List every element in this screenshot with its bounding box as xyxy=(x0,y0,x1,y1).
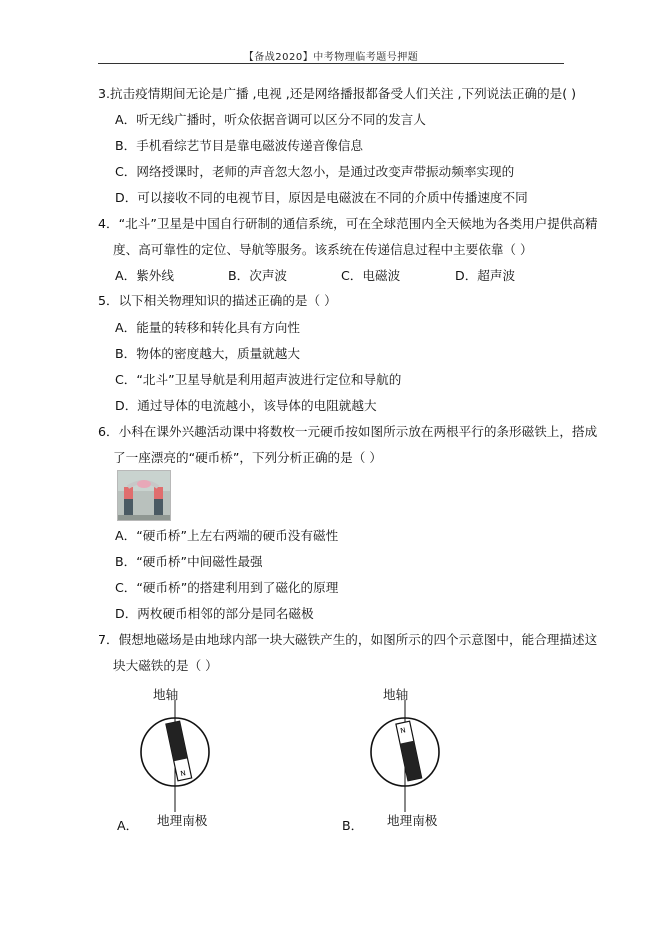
magnet-pole-letter-b: N xyxy=(399,726,407,736)
earth-magnet-diagram-a xyxy=(135,684,245,834)
geographic-south-pole-label-b: 地理南极 xyxy=(387,813,438,828)
question-4-stem-line-2: 度、高可靠性的定位、导航等服务。该系统在传递信息过程中主要依靠（ ） xyxy=(113,242,533,257)
question-4-option-b: B．次声波 xyxy=(228,268,288,283)
question-5-option-d: D．通过导体的电流越小，该导体的电阻就越大 xyxy=(115,398,377,413)
question-7-option-b-label: B． xyxy=(342,818,364,833)
question-5-stem: 5．以下相关物理知识的描述正确的是（ ） xyxy=(98,293,337,308)
earth-axis-label-a: 地轴 xyxy=(153,687,179,702)
coin-bridge-photo xyxy=(117,470,171,521)
question-3-option-a: A．听无线广播时，听众依据音调可以区分不同的发言人 xyxy=(115,112,426,127)
question-6-option-a: A．“硬币桥”上左右两端的硬币没有磁性 xyxy=(115,528,339,543)
question-3-option-d: D．可以接收不同的电视节目，原因是电磁波在不同的介质中传播速度不同 xyxy=(115,190,528,205)
question-6-stem-line-1: 6．小科在课外兴趣活动课中将数枚一元硬币按如图所示放在两根平行的条形磁铁上，搭成 xyxy=(98,424,598,439)
question-6-option-c: C．“硬币桥”的搭建利用到了磁化的原理 xyxy=(115,580,339,595)
question-3-stem: 3.抗击疫情期间无论是广播 ,电视 ,还是网络播报都备受人们关注 ,下列说法正确的是( ) xyxy=(98,86,577,101)
question-4-stem-line-1: 4．“北斗”卫星是中国自行研制的通信系统，可在全球范围内全天候地为各类用户提供高精 xyxy=(98,216,598,231)
question-4-option-c: C．电磁波 xyxy=(341,268,401,283)
earth-magnet-figure-a xyxy=(135,700,245,812)
question-5-option-c: C．“北斗”卫星导航是利用超声波进行定位和导航的 xyxy=(115,372,402,387)
geographic-south-pole-label-a: 地理南极 xyxy=(157,813,208,828)
header-rule xyxy=(98,63,564,64)
question-6-stem-line-2: 了一座漂亮的“硬币桥”，下列分析正确的是（ ） xyxy=(113,450,382,465)
question-5-option-b: B．物体的密度越大，质量就越大 xyxy=(115,346,300,361)
question-7-stem-line-2: 块大磁铁的是（ ） xyxy=(113,658,218,673)
question-5-option-a: A．能量的转移和转化具有方向性 xyxy=(115,320,300,335)
question-4-option-a: A．紫外线 xyxy=(115,268,174,283)
earth-magnet-diagram-b xyxy=(365,684,475,834)
page-header: 【备战2020】中考物理临考题号押题 xyxy=(243,52,419,63)
question-3-option-c: C．网络授课时，老师的声音忽大忽小，是通过改变声带振动频率实现的 xyxy=(115,164,515,179)
question-7-stem-line-1: 7．假想地磁场是由地球内部一块大磁铁产生的，如图所示的四个示意图中，能合理描述这 xyxy=(98,632,598,647)
question-6-option-d: D．两枚硬币相邻的部分是同名磁极 xyxy=(115,606,314,621)
question-3-option-b: B．手机看综艺节目是靠电磁波传递音像信息 xyxy=(115,138,363,153)
earth-magnet-figure-b xyxy=(365,700,475,812)
magnet-pole-letter-a: N xyxy=(179,769,187,779)
earth-axis-label-b: 地轴 xyxy=(383,687,409,702)
question-7-option-a-label: A． xyxy=(117,818,139,833)
question-6-option-b: B．“硬币桥”中间磁性最强 xyxy=(115,554,263,569)
question-4-option-d: D．超声波 xyxy=(455,268,516,283)
coin-bridge-image xyxy=(118,471,170,520)
